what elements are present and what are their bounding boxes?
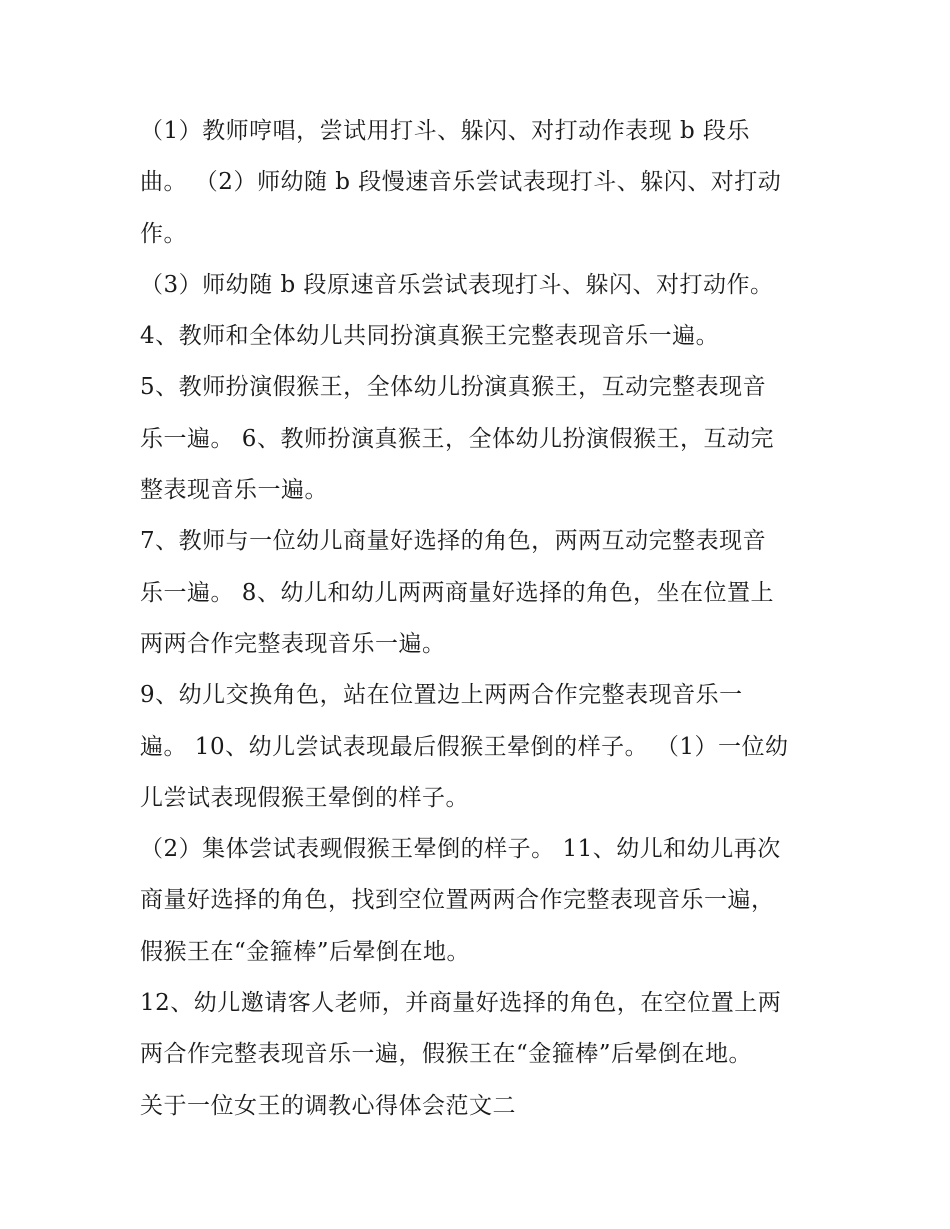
text-line: 乐一遍。 8、幼儿和幼儿两两商量好选择的角色，坐在位置上 [140, 579, 774, 606]
text-line: 两合作完整表现音乐一遍，假猴王在“金箍棒”后晕倒在地。 [140, 1041, 753, 1068]
text-line: （2）集体尝试表觋假猴王晕倒的样子。 11、幼儿和幼儿再次 [140, 836, 781, 863]
text-line: 9、幼儿交换角色，站在位置边上两两合作完整表现音乐一 [140, 682, 743, 709]
text-line: 曲。 （2）师幼随 b 段慢速音乐尝试表现打斗、躲闪、对打动 [140, 169, 782, 196]
text-line: 乐一遍。 6、教师扮演真猴王，全体幼儿扮演假猴王，互动完 [140, 425, 774, 452]
text-line: 两两合作完整表现音乐一遍。 [140, 630, 446, 657]
text-line: 整表现音乐一遍。 [140, 477, 328, 504]
text-line: 商量好选择的角色，找到空位置两两合作完整表现音乐一遍， [140, 887, 775, 914]
section-heading: 关于一位女王的调教心得体会范文二 [140, 1092, 516, 1119]
document-body [140, 106, 820, 1132]
text-line: 遍。 10、幼儿尝试表现最后假猴王晕倒的样子。 （1）一位幼 [140, 733, 789, 760]
text-line: 假猴王在“金箍棒”后晕倒在地。 [140, 938, 471, 965]
text-line: （3）师幼随 b 段原速音乐尝试表现打斗、躲闪、对打动作。 [140, 271, 774, 298]
text-line: 儿尝试表现假猴王晕倒的样子。 [140, 784, 469, 811]
text-line: 7、教师与一位幼儿商量好选择的角色，两两互动完整表现音 [140, 528, 767, 555]
text-line: 作。 [140, 220, 187, 247]
text-line: 5、教师扮演假猴王，全体幼儿扮演真猴王，互动完整表现音 [140, 374, 767, 401]
text-line: （1）教师哼唱，尝试用打斗、躲闪、对打动作表现 b 段乐 [140, 118, 750, 144]
text-line: 4、教师和全体幼儿共同扮演真猴王完整表现音乐一遍。 [140, 323, 720, 350]
text-line: 12、幼儿邀请客人老师，并商量好选择的角色，在空位置上两 [140, 990, 782, 1017]
